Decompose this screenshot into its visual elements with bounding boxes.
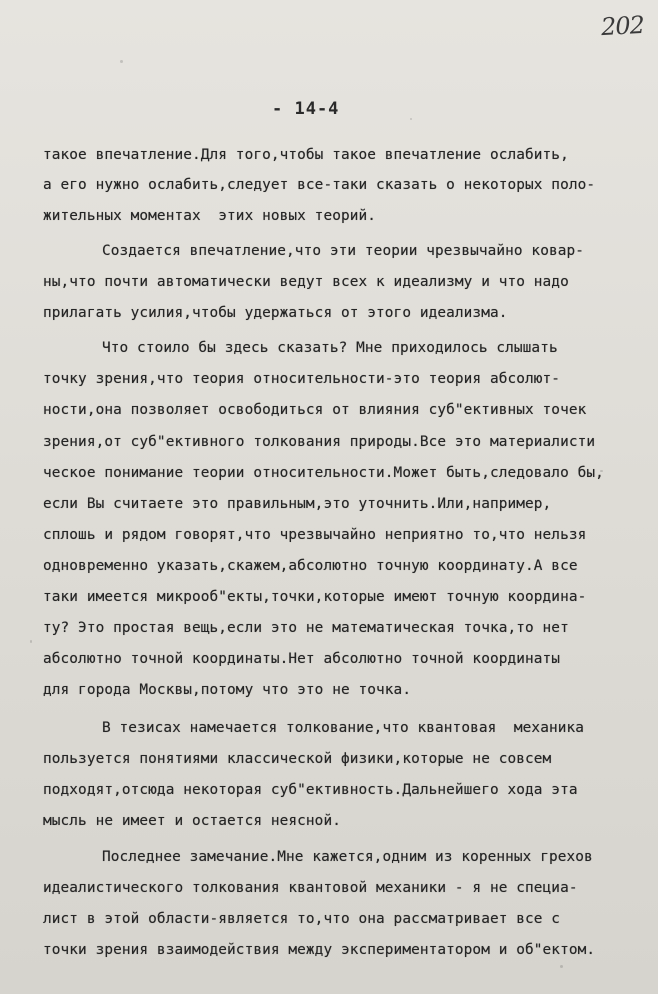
text-line: идеалистического толкования квантовой механики - я не специа-: [43, 880, 578, 896]
paper-speck: [410, 118, 412, 120]
text-line: пользуется понятиями классической физики,которые не совсем: [43, 751, 552, 767]
text-line: ческое понимание теории относительности.Может быть,следовало бы,: [43, 465, 604, 481]
paper-speck: [560, 965, 563, 968]
text-line: сплошь и рядом говорят,что чрезвычайно неприятно то,что нельзя: [43, 527, 587, 543]
text-line: такое впечатление.Для того,чтобы такое впечатление ослабить,: [43, 147, 569, 163]
text-line: подходят,отсюда некоторая суб"ективность.Дальнейшего хода эта: [43, 782, 578, 798]
text-line: Создается впечатление,что эти теории чрезвычайно ковар-: [102, 243, 585, 259]
text-line: лист в этой области-является то,что она рассматривает все с: [43, 911, 561, 927]
text-line: точки зрения взаимодействия между экспериментатором и об"ектом.: [43, 942, 596, 958]
text-line: Что стоило бы здесь сказать? Мне приходилось слышать: [102, 340, 558, 356]
paper-speck: [30, 640, 32, 643]
text-line: В тезисах намечается толкование,что квантовая механика: [102, 720, 585, 736]
text-line: ности,она позволяет освободиться от влияния суб"ективных точек: [43, 402, 587, 418]
archive-page-number: 202: [600, 10, 645, 42]
text-line: Последнее замечание.Мне кажется,одним из коренных грехов: [102, 849, 593, 865]
text-line: жительных моментах этих новых теорий.: [43, 208, 377, 224]
page-number: - 14-4: [272, 99, 340, 119]
text-line: мысль не имеет и остается неясной.: [43, 813, 341, 829]
text-line: точку зрения,что теория относительности-это теория абсолют-: [43, 371, 561, 387]
text-line: ны,что почти автоматически ведут всех к идеализму и что надо: [43, 274, 569, 290]
text-line: если Вы считаете это правильным,это уточнить.Или,например,: [43, 496, 552, 512]
text-line: таки имеется микрооб"екты,точки,которые имеют точную координа-: [43, 589, 587, 605]
text-line: прилагать усилия,чтобы удержаться от этого идеализма.: [43, 305, 508, 321]
text-line: зрения,от суб"ективного толкования природы.Все это материалисти: [43, 434, 596, 450]
paper-speck: [120, 60, 123, 63]
text-line: абсолютно точной координаты.Нет абсолютно точной координаты: [43, 651, 561, 667]
text-line: ту? Это простая вещь,если это не математическая точка,то нет: [43, 620, 569, 636]
text-line: для города Москвы,потому что это не точка.: [43, 682, 412, 698]
text-line: одновременно указать,скажем,абсолютно точную координату.А все: [43, 558, 578, 574]
text-line: а его нужно ослабить,следует все-таки сказать о некоторых поло-: [43, 177, 596, 193]
